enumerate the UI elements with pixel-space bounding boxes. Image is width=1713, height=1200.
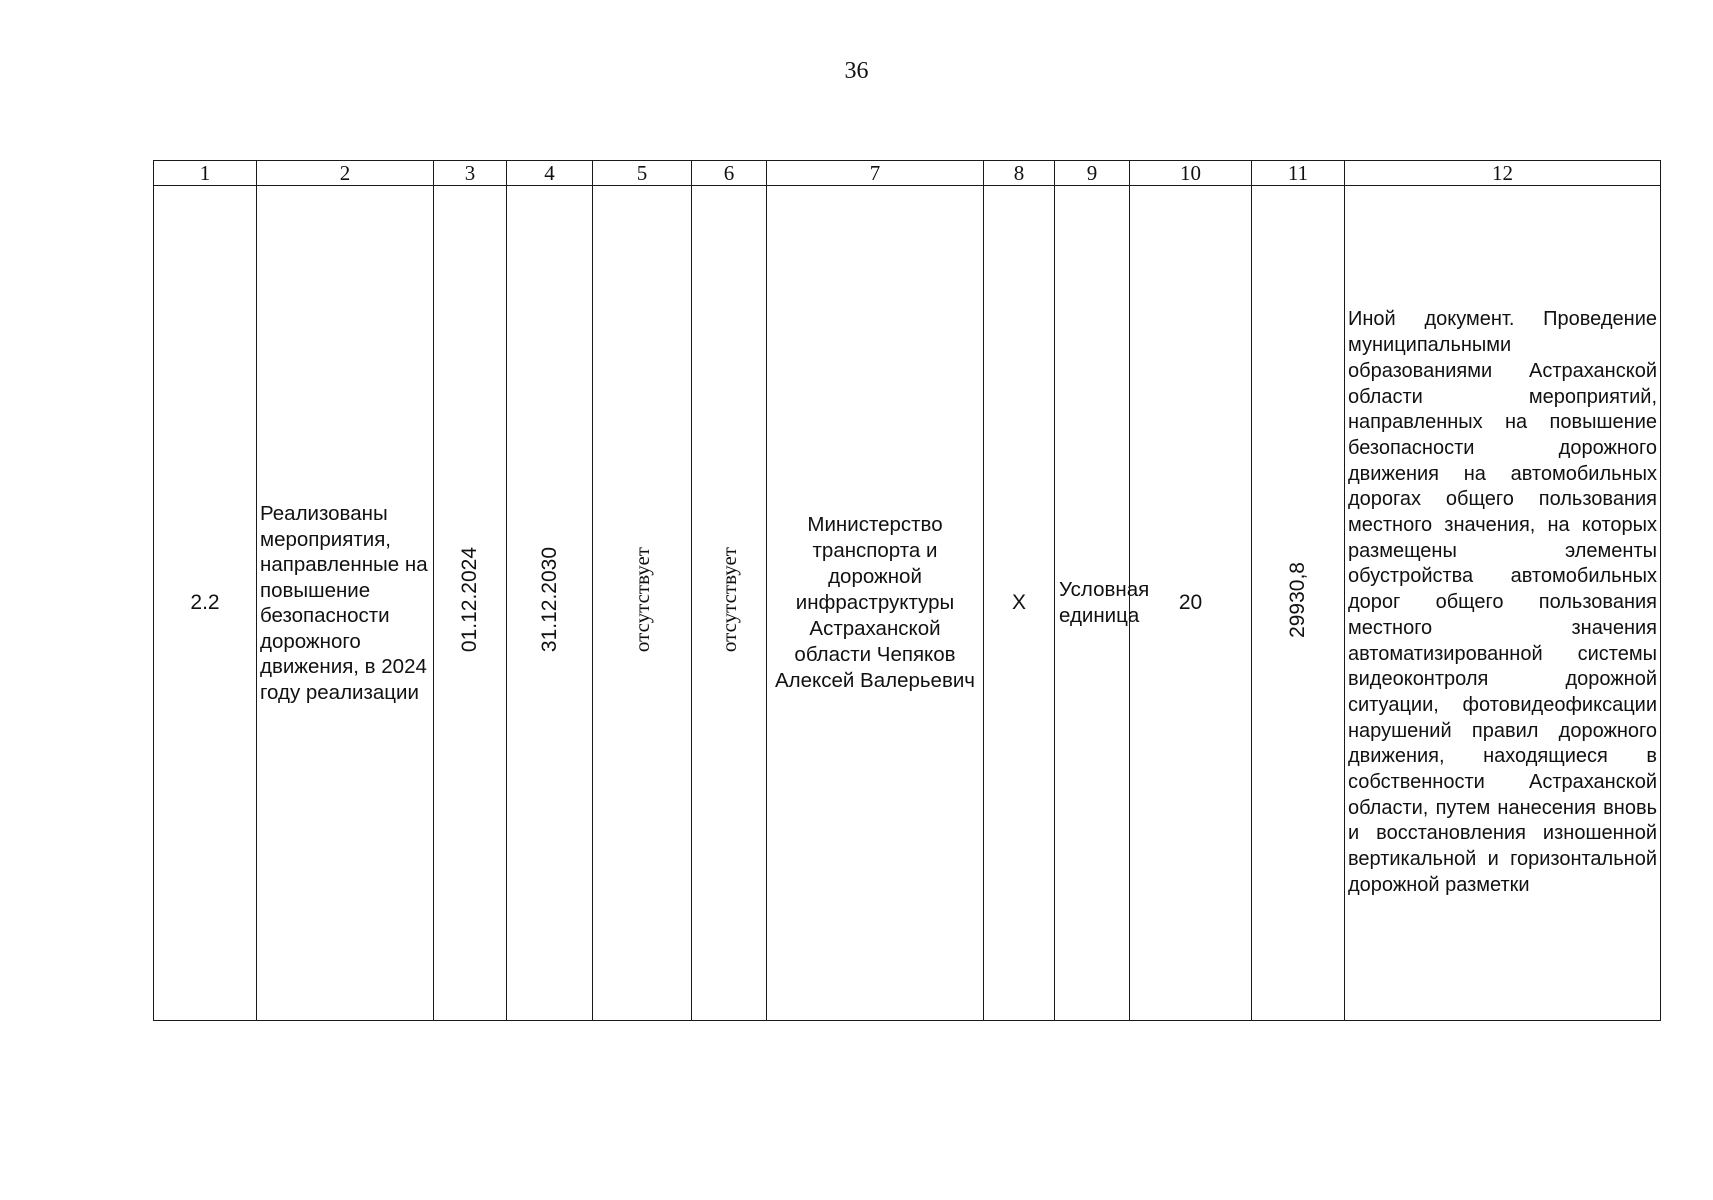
page-number: 36: [844, 58, 869, 84]
header-cell: 7: [767, 161, 984, 186]
header-row: [154, 161, 1661, 186]
result-name-text: Реализованы мероприятия, направленные на повышение безопасности дорожного движения, в 2024 году реализации: [260, 502, 428, 704]
responsible-cell: [767, 186, 984, 1021]
header-cell: 12: [1345, 161, 1661, 186]
header-cell: 10: [1130, 161, 1252, 186]
amount-cell: [1252, 186, 1345, 1021]
header-cell: 3: [434, 161, 507, 186]
table-row: [154, 186, 1661, 1021]
measures-table: [153, 160, 1661, 1021]
amount-value: 29930,8: [1286, 562, 1309, 638]
col8-cell: Х: [984, 186, 1055, 1021]
description-text: Иной документ. Проведение муниципальными образованиями Астраханской области мероприятий, направленных на повышение безопасности дорожного движения на автомобильных дорогах общего пользования местного значения, на которых размещены элементы обустройства автомобильных дорог общего пользования местного значения автоматизированной системы видеоконтроля дорожной ситуации, фотовидеофиксации нарушений правил дорожного движения, находящиеся в собственности Астраханской области, путем нанесения вновь и восстановления изношенной вертикальной и горизонтальной дорожной разметки: [1348, 308, 1657, 896]
header-cell: 5: [593, 161, 692, 186]
unit-cell: [1055, 186, 1150, 1021]
col6-value: отсутствует: [716, 547, 741, 653]
header-cell: 8: [984, 161, 1055, 186]
col5-value: отсутствует: [629, 547, 654, 653]
header-cell: 11: [1252, 161, 1345, 186]
end-date-cell: [507, 186, 593, 1021]
col5-cell: [593, 186, 692, 1021]
value-cell: 20: [1130, 186, 1252, 1021]
row-number-cell: 2.2: [154, 186, 257, 1021]
end-date: 31.12.2030: [537, 547, 561, 653]
responsible-text: Министерство транспорта и дорожной инфраструктуры Астраханской области Чепяков Алексей Валерьевич: [775, 513, 975, 692]
header-cell: 9: [1055, 161, 1130, 186]
unit-text: Условная единица: [1059, 578, 1150, 627]
start-date: 01.12.2024: [458, 547, 481, 653]
col6-cell: [692, 186, 767, 1021]
description-cell: [1345, 186, 1661, 1021]
header-cell: 6: [692, 161, 767, 186]
start-date-cell: [434, 186, 507, 1021]
result-name-cell: [257, 186, 434, 1021]
header-cell: 4: [507, 161, 593, 186]
header-cell: 2: [257, 161, 434, 186]
header-cell: 1: [154, 161, 257, 186]
